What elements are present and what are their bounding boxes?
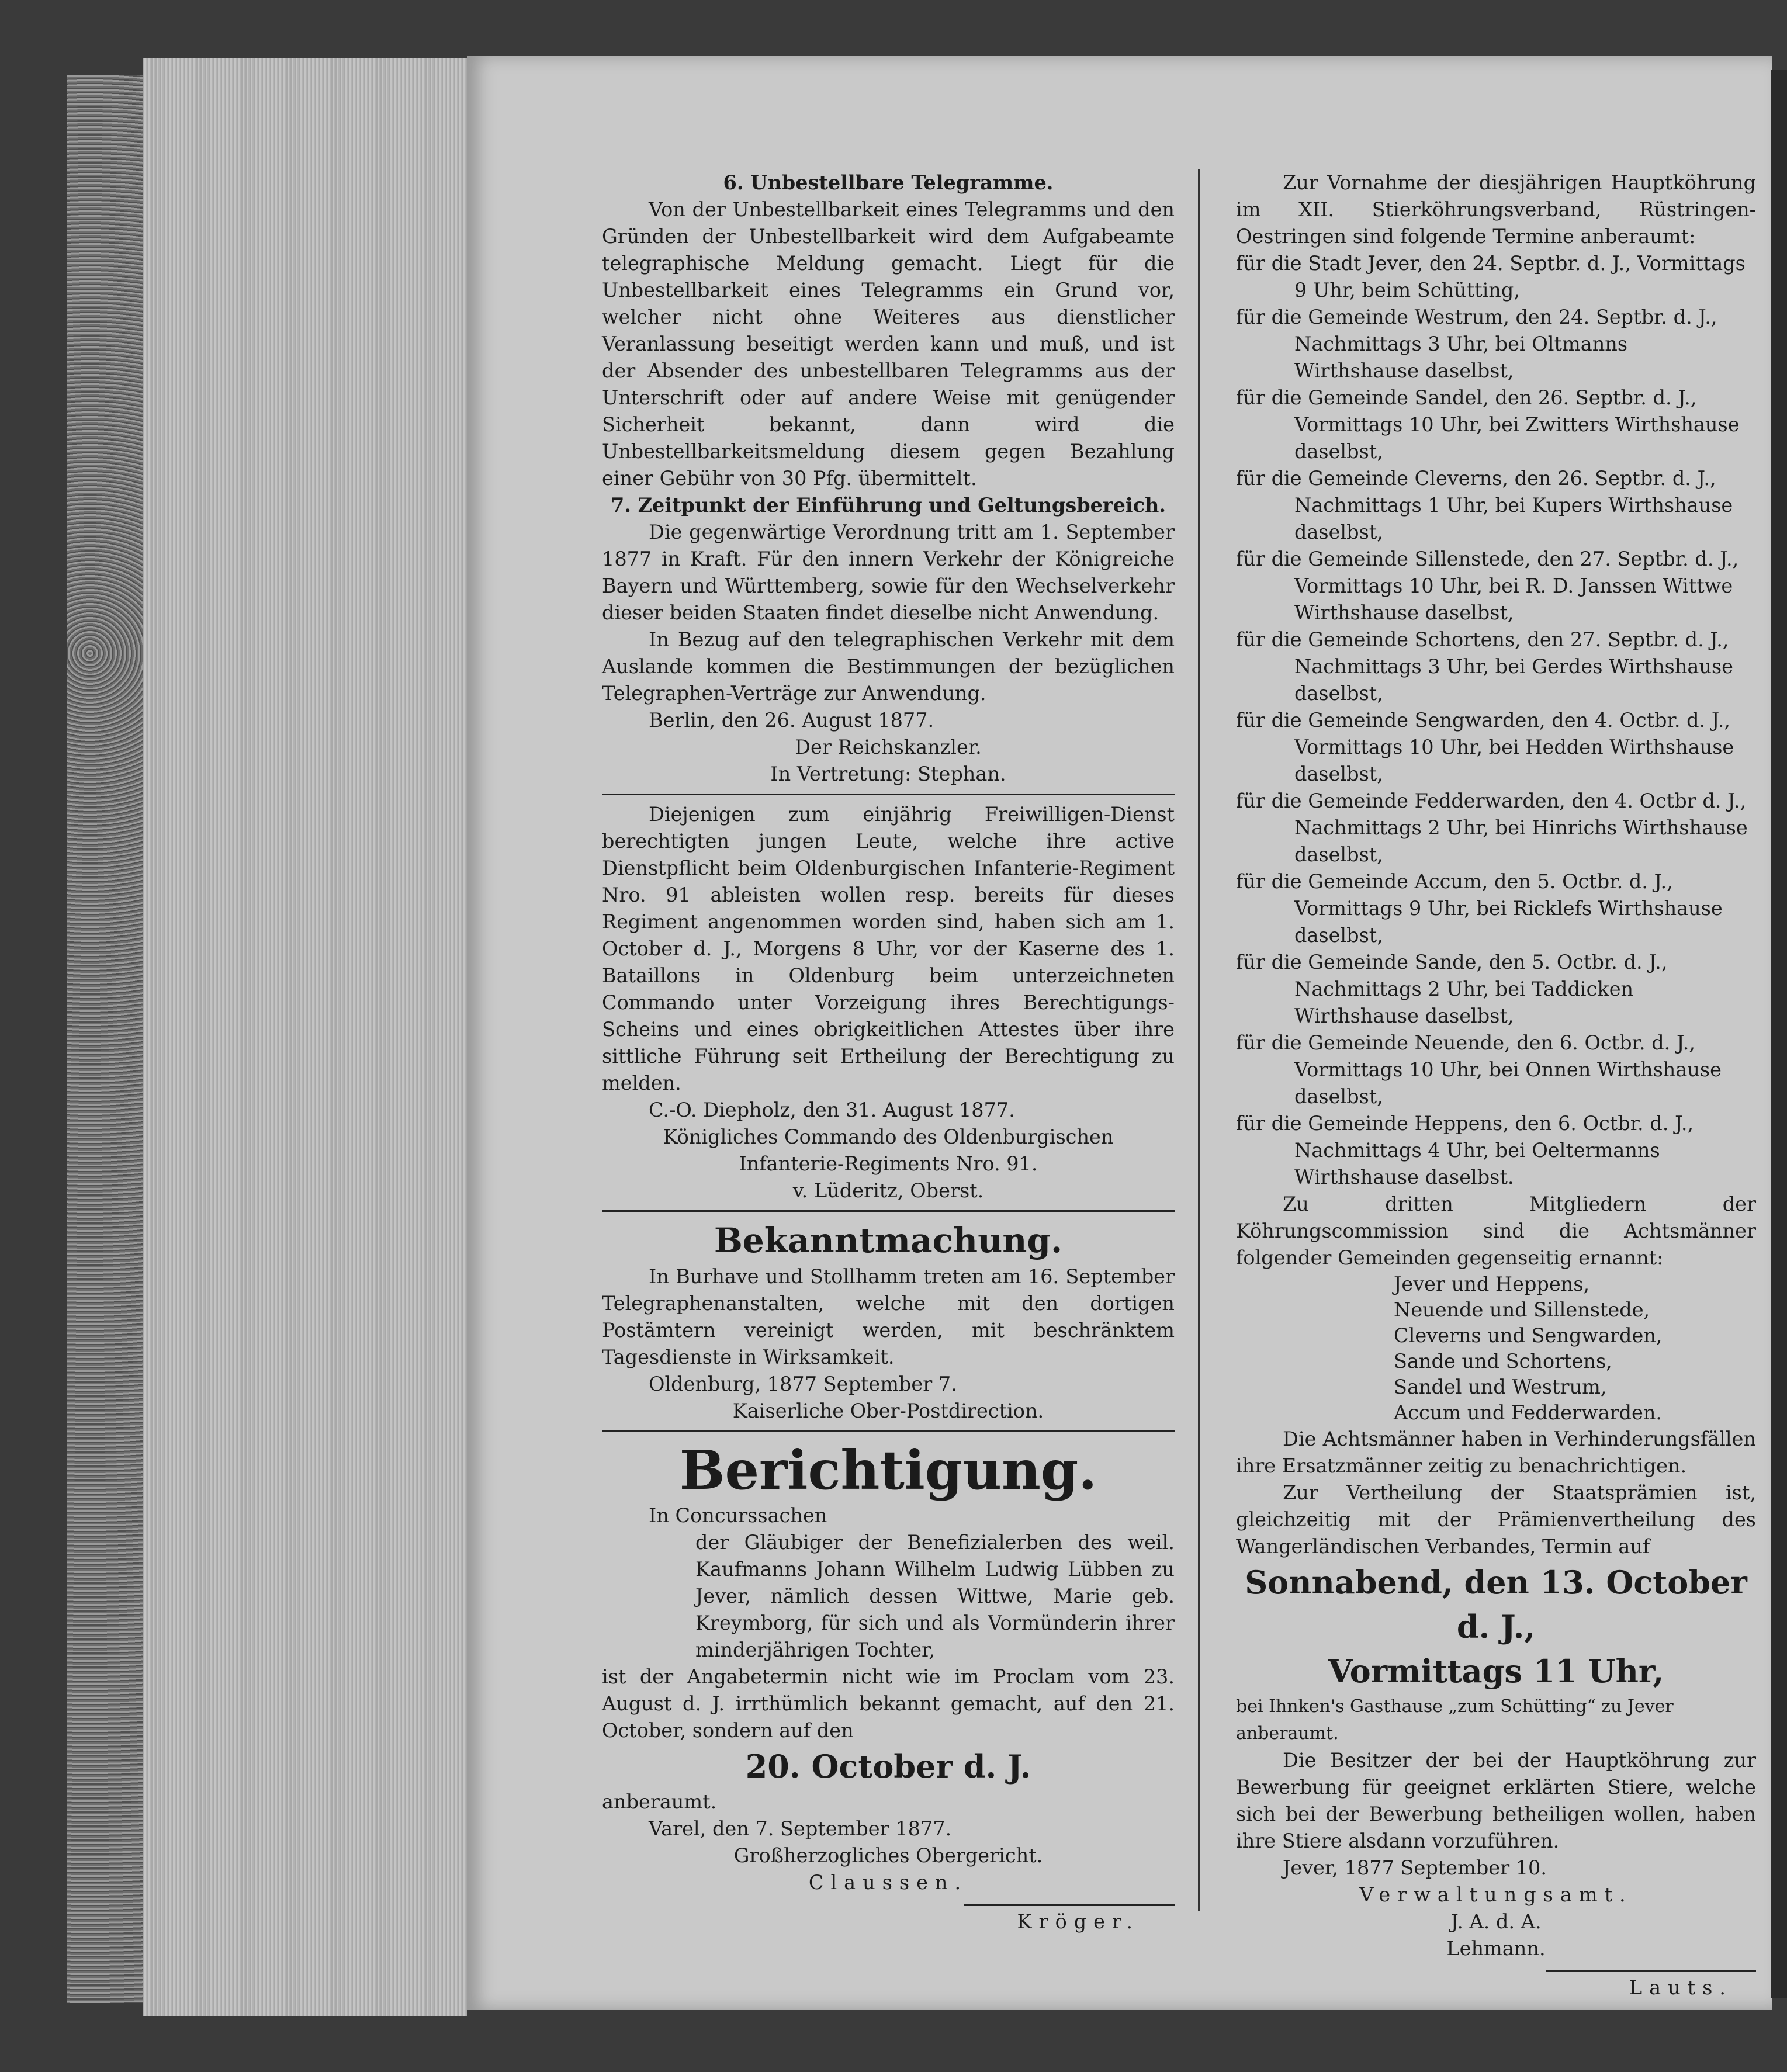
gasthause-text: bei Ihnken's Gasthause „zum Schütting“ zu Jever anberaumt.	[1236, 1696, 1674, 1744]
freiwillige-body: Diejenigen zum einjährig Freiwilligen-Dienst berechtigten jungen Leute, welche ihre active Dienstpflicht beim Oldenburgischen Infanterie-Regiment Nro. 91 ableisten wollen resp. bereits für dieses Regiment angenommen worden sind, haben sich am 1. October d. J., Morgens 8 Uhr, vor der Kaserne des 1. Bataillons in Oldenburg beim unterzeichneten Commando unter Vorzeigung ihres Berechtigungs-Scheins und eines obrigkeitlichen Attestes über ihre sittliche Führung seit Ertheilung der Berechtigung zu melden.	[602, 803, 1175, 1094]
termin-item: für die Gemeinde Sillenstede, den 27. Septbr. d. J., Vormittags 10 Uhr, bei R. D. Janssen Wittwe Wirthshause daselbst,	[1236, 548, 1739, 624]
termin-item: für die Gemeinde Sande, den 5. Octbr. d. J., Nachmittags 2 Uhr, bei Taddicken Wirthshause daselbst,	[1236, 951, 1668, 1027]
termin-item: für die Gemeinde Accum, den 5. Octbr. d. J., Vormittags 9 Uhr, bei Ricklefs Wirthshause daselbst,	[1236, 870, 1723, 947]
diepholz-date: C.-O. Diepholz, den 31. August 1877.	[649, 1099, 1015, 1121]
termin-item: für die Gemeinde Neuende, den 6. Octbr. d. J., Vormittags 10 Uhr, bei Onnen Wirthshause daselbst,	[1236, 1031, 1722, 1108]
book-cover-edge	[67, 75, 146, 2003]
obergericht: Großherzogliches Obergericht.	[733, 1844, 1043, 1867]
gemeinde-pair: Jever und Heppens,	[1394, 1273, 1590, 1295]
praemien-text: Zur Vertheilung der Staatsprämien ist, gleichzeitig mit der Prämienvertheilung des Wangerländischen Verbandes, Termin auf	[1236, 1481, 1756, 1558]
section7-heading: 7. Zeitpunkt der Einführung und Geltungsbereich.	[610, 494, 1166, 517]
section-rule	[602, 794, 1175, 795]
termin-item: für die Gemeinde Schortens, den 27. Septbr. d. J., Nachmittags 3 Uhr, bei Gerdes Wirthshause daselbst,	[1236, 628, 1733, 705]
lauts-signature: Lauts.	[1629, 1976, 1733, 1999]
bekanntmachung-title: Bekanntmachung.	[714, 1221, 1063, 1260]
claussen-signature: Claussen.	[808, 1871, 968, 1894]
signature-rule	[1546, 1970, 1756, 1972]
jever-date: Jever, 1877 September 10.	[1283, 1856, 1547, 1879]
reichskanzler: Der Reichskanzler.	[795, 736, 982, 758]
termin-item: für die Gemeinde Heppens, den 6. Octbr. d. J., Nachmittags 4 Uhr, bei Oeltermanns Wirthshause daselbst.	[1236, 1112, 1694, 1189]
termin-item: für die Gemeinde Sengwarden, den 4. Octbr. d. J., Vormittags 10 Uhr, bei Hedden Wirthshause daselbst,	[1236, 709, 1734, 785]
postdirection-signature: Kaiserliche Ober-Postdirection.	[732, 1399, 1044, 1422]
koehrung-intro: Zur Vornahme der diesjährigen Hauptköhrung im XII. Stierköhrungsverband, Rüstringen-Oestringen sind folgende Termine anberaumt:	[1236, 171, 1756, 248]
vormittags-time: Vormittags 11 Uhr,	[1328, 1652, 1664, 1690]
varel-date: Varel, den 7. September 1877.	[649, 1817, 952, 1840]
gemeinde-pair: Cleverns und Sengwarden,	[1394, 1324, 1663, 1347]
left-column	[602, 169, 1175, 1935]
ersatz-text: Die Achtsmänner haben in Verhinderungsfällen ihre Ersatzmänner zeitig zu benachrichtigen.	[1236, 1427, 1756, 1477]
book-binding	[1771, 70, 1787, 1998]
verwaltungsamt-signature: Verwaltungsamt.	[1359, 1883, 1633, 1906]
commission-text: Zu dritten Mitgliedern der Köhrungscommission sind die Achtsmänner folgender Gemeinden gegenseitig ernannt:	[1236, 1193, 1756, 1269]
berichtigung-title: Berichtigung.	[679, 1439, 1097, 1502]
commando-line-2: Infanterie-Regiments Nro. 91.	[739, 1152, 1038, 1175]
section-rule	[602, 1430, 1175, 1432]
termin-item: für die Gemeinde Westrum, den 24. Septbr. d. J., Nachmittags 3 Uhr, bei Oltmanns Wirthshause daselbst,	[1236, 306, 1717, 382]
page-stack-edge	[143, 58, 467, 2016]
termin-item: für die Stadt Jever, den 24. Septbr. d. J., Vormittags 9 Uhr, beim Schütting,	[1236, 252, 1746, 302]
bekanntmachung-body: In Burhave und Stollhamm treten am 16. September Telegraphenanstalten, welche mit den dortigen Postämtern vereinigt werden, mit beschränktem Tagesdienste in Wirksamkeit.	[602, 1265, 1175, 1368]
anberaumt: anberaumt.	[602, 1790, 717, 1813]
besitzer-text: Die Besitzer der bei der Hauptköhrung zur Bewerbung für geeignet erklärten Stiere, welche sich bei der Bewerbung betheiligen wollen, haben ihre Stiere alsdann vorzuführen.	[1236, 1749, 1756, 1852]
telegram-heading: 6. Unbestellbare Telegramme.	[723, 171, 1054, 194]
iada: J. A. d. A.	[1450, 1910, 1542, 1933]
sonnabend-date: Sonnabend, den 13. October d. J.,	[1245, 1564, 1747, 1645]
oldenburg-date: Oldenburg, 1877 September 7.	[649, 1373, 957, 1395]
section7-body-1: Die gegenwärtige Verordnung tritt am 1. September 1877 in Kraft. Für den innern Verkehr der Königreiche Bayern und Württemberg, sowie für den Wechselverkehr dieser beiden Staaten findet dieselbe nicht Anwendung.	[602, 521, 1175, 624]
concurs-parties: der Gläubiger der Benefizialerben des weil. Kaufmanns Johann Wilhelm Ludwig Lübben zu Jever, nämlich dessen Wittwe, Marie geb. Kreymborg, für sich und als Vormünderin ihrer minderjährigen Tochter,	[695, 1531, 1175, 1661]
gemeinde-pair: Accum und Fedderwarden.	[1394, 1401, 1663, 1424]
lehmann-signature: Lehmann.	[1446, 1937, 1546, 1960]
termin-item: für die Gemeinde Fedderwarden, den 4. Octbr d. J., Nachmittags 2 Uhr, bei Hinrichs Wirthshause daselbst,	[1236, 789, 1748, 866]
gemeinde-pair: Sandel und Westrum,	[1394, 1375, 1607, 1398]
vertretung-signature: In Vertretung: Stephan.	[770, 763, 1006, 785]
gemeinde-pair: Sande und Schortens,	[1394, 1350, 1612, 1373]
commando-line-1: Königliches Commando des Oldenburgischen	[663, 1125, 1114, 1148]
column-divider	[1198, 169, 1200, 1911]
concurs-line-1: In Concurssachen	[649, 1504, 827, 1527]
gemeinde-pair: Neuende und Sillenstede,	[1394, 1298, 1650, 1321]
concurs-date: 20. October d. J.	[745, 1748, 1031, 1785]
termin-item: für die Gemeinde Sandel, den 26. Septbr. d. J., Vormittags 10 Uhr, bei Zwitters Wirthshause daselbst,	[1236, 386, 1740, 463]
right-column	[1236, 169, 1756, 2001]
concurs-text: ist der Angabetermin nicht wie im Proclam vom 23. August d. J. irrthümlich bekannt gemacht, auf den 21. October, sondern auf den	[602, 1665, 1175, 1742]
termin-item: für die Gemeinde Cleverns, den 26. Septbr. d. J., Nachmittags 1 Uhr, bei Kupers Wirthshause daselbst,	[1236, 467, 1733, 543]
signature-rule	[964, 1904, 1175, 1906]
oberst-signature: v. Lüderitz, Oberst.	[792, 1179, 984, 1202]
kroeger-signature: Kröger.	[1017, 1910, 1140, 1933]
telegram-body: Von der Unbestellbarkeit eines Telegramms und den Gründen der Unbestellbarkeit wird dem Aufgabeamte telegraphische Meldung gemacht. Liegt für die Unbestellbarkeit eines Telegramms ein Grund vor, welcher nicht ohne Weiteres aus dienstlicher Veranlassung beseitigt werden kann und muß, und ist der Absender des unbestellbaren Telegramms aus der Unterschrift oder auf andere Weise mit genügender Sicherheit bekannt, dann wird die Unbestellbarkeitsmeldung diesem gegen Bezahlung einer Gebühr von 30 Pfg. übermittelt.	[602, 198, 1175, 490]
berlin-date: Berlin, den 26. August 1877.	[649, 709, 934, 732]
section-rule	[602, 1210, 1175, 1212]
section7-body-2: In Bezug auf den telegraphischen Verkehr mit dem Auslande kommen die Bestimmungen der bezüglichen Telegraphen-Verträge zur Anwendung.	[602, 628, 1175, 705]
